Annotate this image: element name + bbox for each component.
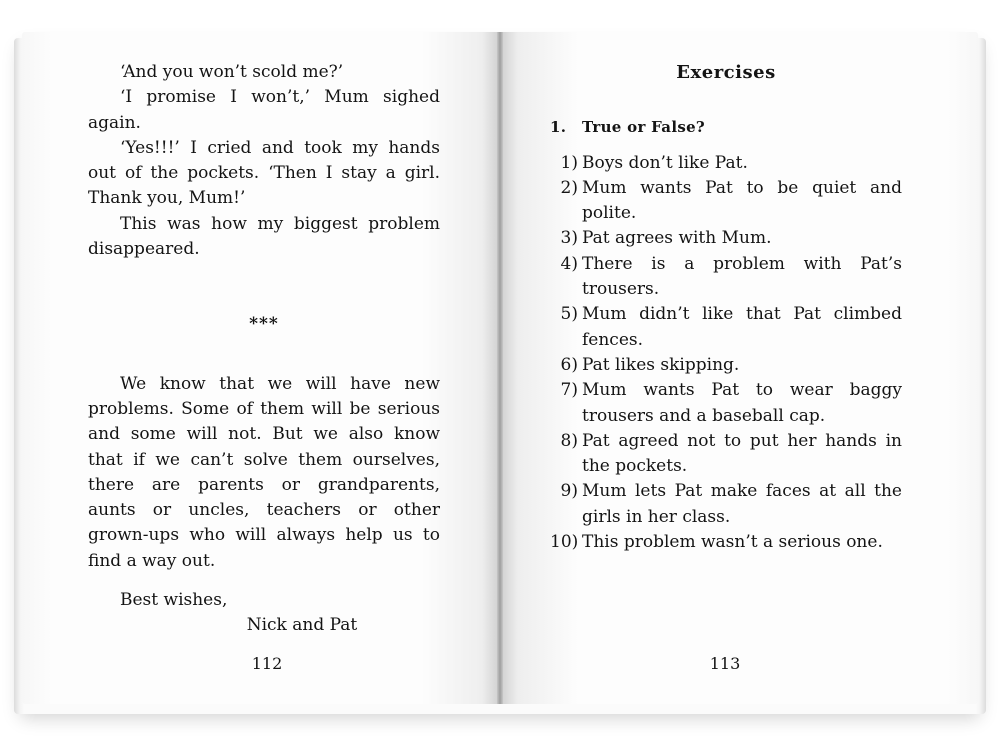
item-number: 6) xyxy=(560,354,578,375)
page-number: 113 xyxy=(709,654,741,673)
right-page xyxy=(500,32,978,704)
list-item xyxy=(550,176,902,227)
list-item xyxy=(550,302,902,353)
item-number: 8) xyxy=(560,430,578,451)
item-text: This problem wasn’t a serious one. xyxy=(582,532,883,553)
paragraph: We know that we will have new problems. Some of them will be serious and some will not. But we also know that if we can’t solve them ourselves, there are parents or grandparents, aunts or uncles, teachers or other grown-ups who will always help us to find a way out. xyxy=(88,373,440,571)
list-item xyxy=(550,151,902,176)
signature: Nick and Pat xyxy=(246,615,358,636)
list-item xyxy=(550,429,902,480)
section-heading xyxy=(550,115,902,140)
item-number: 1) xyxy=(560,152,578,173)
item-number: 3) xyxy=(560,228,578,249)
list-item xyxy=(550,252,902,303)
item-number: 2) xyxy=(560,177,578,198)
list-item xyxy=(550,530,902,555)
item-text: Pat agreed not to put her hands in the pockets. xyxy=(582,430,902,477)
item-text: There is a problem with Pat’s trousers. xyxy=(582,253,902,300)
paragraph: This was how my biggest problem disappeared. xyxy=(88,213,440,260)
item-text: Pat agrees with Mum. xyxy=(582,228,772,249)
list-item xyxy=(550,226,902,251)
item-text: Boys don’t like Pat. xyxy=(582,152,748,173)
book-spine xyxy=(497,32,503,704)
item-text: Pat likes skipping. xyxy=(582,354,740,375)
left-page xyxy=(22,32,500,704)
paragraph: ‘And you won’t scold me?’ xyxy=(120,62,344,82)
section-title: True or False? xyxy=(582,118,705,137)
item-number: 10) xyxy=(550,532,579,553)
section-separator: *** xyxy=(249,314,279,335)
exercise-list xyxy=(550,151,902,556)
list-item xyxy=(550,378,902,429)
item-number: 7) xyxy=(560,380,578,401)
list-item xyxy=(550,479,902,530)
item-text: Mum wants Pat to be quiet and polite. xyxy=(582,177,902,224)
right-page-text xyxy=(550,60,902,555)
paragraph: ‘Yes!!!’ I cried and took my hands out of the pockets. ‘Then I stay a girl. Thank you, Mum!’ xyxy=(88,137,440,209)
item-number: 9) xyxy=(560,481,578,502)
list-item xyxy=(550,353,902,378)
page-number: 112 xyxy=(251,654,283,673)
item-text: Mum lets Pat make faces at all the girls in her class. xyxy=(582,481,902,527)
closing-line: Best wishes, xyxy=(120,590,228,611)
paragraph: ‘I promise I won’t,’ Mum sighed again. xyxy=(88,87,440,133)
left-page-text xyxy=(88,60,440,639)
item-number: 5) xyxy=(560,304,578,325)
item-text: Mum didn’t like that Pat climbed fences. xyxy=(582,304,902,350)
item-text: Mum wants Pat to wear baggy trousers and a baseball cap. xyxy=(582,380,902,426)
section-number: 1. xyxy=(550,118,567,137)
item-number: 4) xyxy=(560,253,578,274)
page-title: Exercises xyxy=(676,62,776,83)
